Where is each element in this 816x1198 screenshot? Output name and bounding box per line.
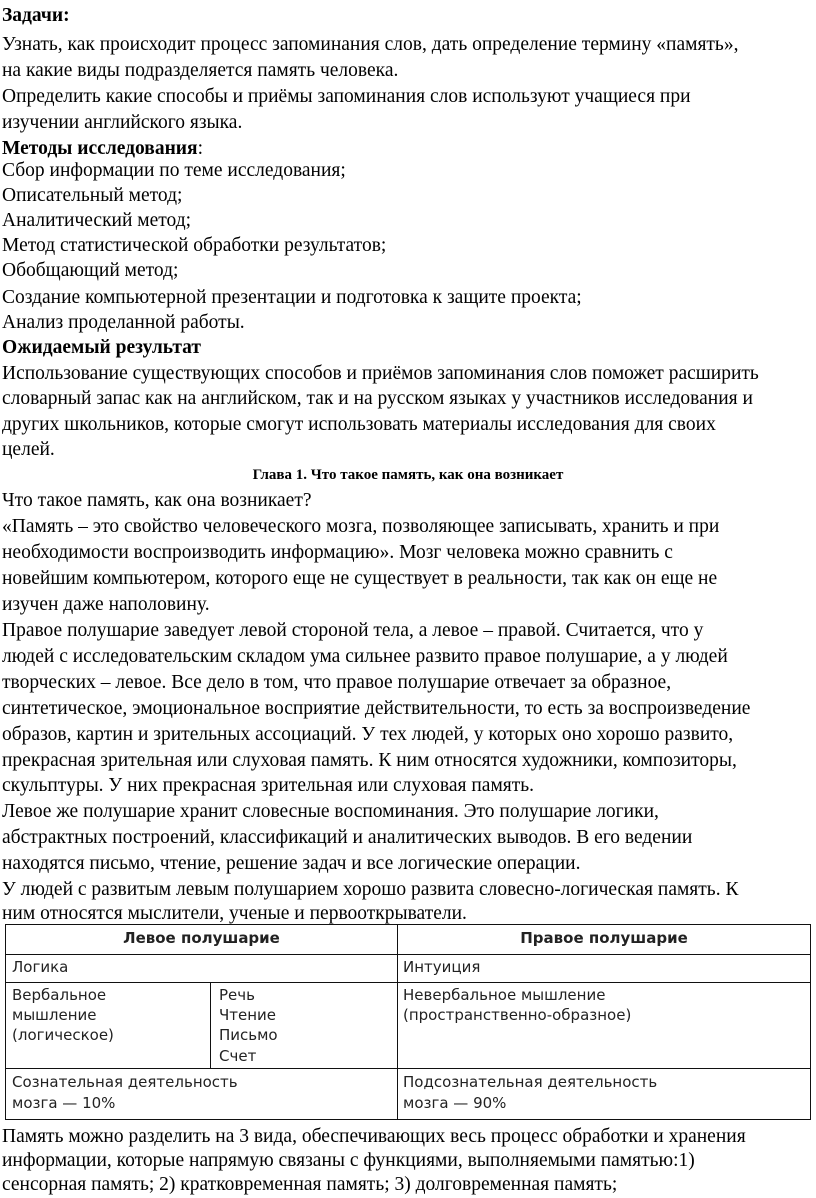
table-cell-verbal: мышление — [12, 1006, 97, 1024]
chapter-line: ним относятся мыслители, ученые и первооткрыватели. — [2, 903, 467, 924]
chapter-line: Левое же полушарие хранит словесные воспоминания. Это полушарие логики, — [2, 801, 659, 822]
chapter-line: прекрасная зрительная или слуховая память. К ним относятся художники, композиторы, — [2, 750, 737, 771]
expected-line: других школьников, которые смогут использовать материалы исследования для своих — [2, 414, 716, 435]
tasks-line: на какие виды подразделяется память человека. — [2, 60, 399, 81]
methods-item: Аналитический метод; — [2, 210, 192, 231]
table-cell-left-logic: Логика — [12, 958, 69, 976]
expected-heading: Ожидаемый результат — [2, 337, 202, 358]
table-cell-list-item: Письмо — [219, 1026, 278, 1044]
table-cell-conscious: Сознательная деятельность — [12, 1073, 238, 1091]
table-cell-list-item: Чтение — [219, 1006, 277, 1024]
chapter-line: Правое полушарие заведует левой стороной тела, а левое – правой. Считается, что у — [2, 620, 704, 641]
chapter-line: новейшим компьютером, которого еще не существует в реальности, так как он еще не — [2, 568, 718, 589]
table-cell-list-item: Счет — [219, 1047, 257, 1065]
table-cell-nonverbal: Невербальное мышление — [403, 986, 606, 1004]
methods-item: Обобщающий метод; — [2, 260, 179, 281]
table-divider-inner — [210, 982, 211, 1068]
chapter-line: абстрактных построений, классификаций и аналитических выводов. В его ведении — [2, 827, 693, 848]
after-table-line: сенсорная память; 2) кратковременная память; 3) долговременная память; — [2, 1174, 618, 1195]
tasks-line: Определить какие способы и приёмы запоминания слов используют учащиеся при — [2, 86, 691, 107]
table-divider-horizontal — [6, 982, 810, 983]
methods-heading-colon: : — [197, 138, 204, 159]
chapter-line: Что такое память, как она возникает? — [2, 490, 312, 511]
chapter-title: Глава 1. Что такое память, как она возникает — [252, 467, 564, 483]
table-divider-horizontal — [6, 954, 810, 955]
table-cell-subconscious: мозга — 90% — [403, 1094, 507, 1112]
table-cell-verbal: Вербальное — [12, 986, 107, 1004]
chapter-line: изучен даже наполовину. — [2, 594, 210, 615]
expected-line: словарный запас как на английском, так и на русском языках у участников исследования и — [2, 388, 753, 409]
table-cell-right-intuition: Интуиция — [403, 958, 481, 976]
after-table-line: Память можно разделить на 3 вида, обеспечивающих весь процесс обработки и хранения — [2, 1126, 746, 1147]
table-cell-subconscious: Подсознательная деятельность — [403, 1073, 658, 1091]
table-header-left: Левое полушарие — [123, 929, 280, 947]
table-header-right: Правое полушарие — [520, 929, 688, 947]
tasks-line: изучении английского языка. — [2, 112, 243, 133]
chapter-line: людей с исследовательским складом ума сильнее развито правое полушарие, а у людей — [2, 646, 728, 667]
methods-item: Описательный метод; — [2, 185, 183, 206]
expected-line: Использование существующих способов и приёмов запоминания слов поможет расширить — [2, 363, 759, 384]
chapter-line: У людей с развитым левым полушарием хорошо развита словесно-логическая память. К — [2, 879, 739, 900]
expected-line: целей. — [2, 439, 55, 460]
chapter-line: синтетическое, эмоциональное восприятие действительности, то есть за воспроизведение — [2, 698, 751, 719]
table-cell-nonverbal: (пространственно-образное) — [403, 1006, 632, 1024]
chapter-line: образов, картин и зрительных ассоциаций. У тех людей, у которых оно хорошо развито, — [2, 724, 734, 745]
chapter-line: скульптуры. У них прекрасная зрительная или слуховая память. — [2, 775, 535, 796]
table-cell-verbal: (логическое) — [12, 1026, 114, 1044]
chapter-line: творческих – левое. Все дело в том, что правое полушарие отвечает за образное, — [2, 672, 672, 693]
tasks-line: Узнать, как происходит процесс запоминания слов, дать определение термину «память», — [2, 34, 739, 55]
table-divider-horizontal — [6, 1068, 810, 1069]
methods-item: Анализ проделанной работы. — [2, 312, 245, 333]
methods-item: Создание компьютерной презентации и подготовка к защите проекта; — [2, 287, 582, 308]
chapter-line: «Память – это свойство человеческого мозга, позволяющее записывать, хранить и при — [2, 516, 720, 537]
methods-heading: Методы исследования — [2, 138, 198, 159]
methods-item: Сбор информации по теме исследования; — [2, 160, 346, 181]
table-cell-list-item: Речь — [219, 986, 255, 1004]
methods-item: Метод статистической обработки результатов; — [2, 235, 387, 256]
chapter-line: необходимости воспроизводить информацию». Мозг человека можно сравнить с — [2, 542, 673, 563]
chapter-line: находятся письмо, чтение, решение задач и все логические операции. — [2, 853, 581, 874]
tasks-heading: Задачи: — [2, 5, 70, 26]
hemisphere-table — [5, 924, 811, 1120]
table-cell-conscious: мозга — 10% — [12, 1094, 116, 1112]
after-table-line: информации, которые напрямую связаны с функциями, выполняемыми памятью:1) — [2, 1150, 695, 1171]
